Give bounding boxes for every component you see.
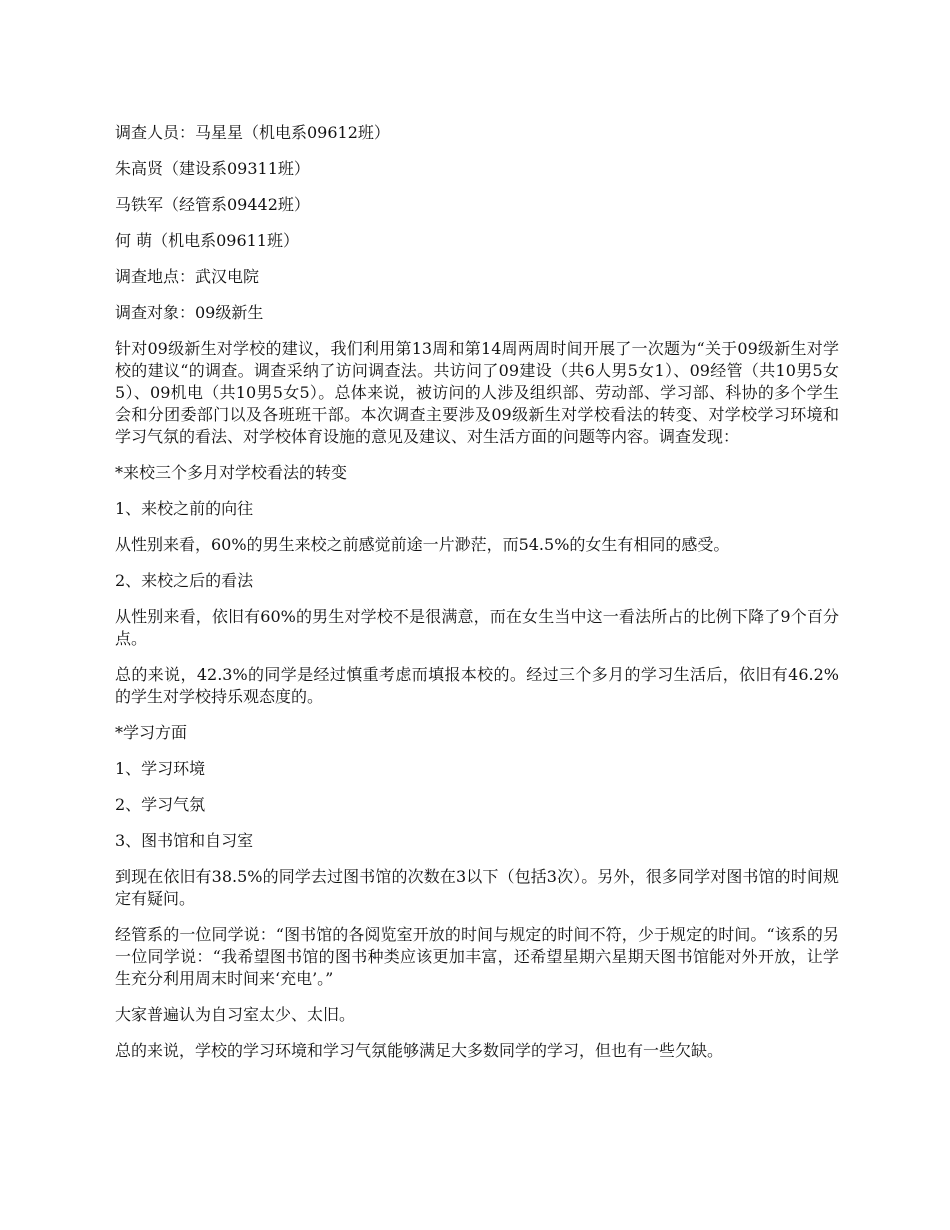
investigator-line: 何 萌（机电系09611班）: [115, 231, 299, 250]
body-paragraph: 大家普遍认为自习室太少、太旧。: [115, 1005, 356, 1024]
investigator-line: 马铁军（经管系09442班）: [115, 195, 310, 214]
investigator-line: 朱高贤（建设系09311班）: [115, 159, 310, 178]
body-paragraph: 从性别来看，60%的男生来校之前感觉前途一片渺茫，而54.5%的女生有相同的感受。: [115, 535, 730, 554]
investigator-line: 调查人员：马星星（机电系09612班）: [115, 123, 390, 142]
summary-paragraph: 总的来说，学校的学习环境和学习气氛能够满足大多数同学的学习，但也有一些欠缺。: [115, 1041, 724, 1060]
subsection-heading: 1、学习环境: [115, 759, 206, 778]
section-heading: *来校三个多月对学校看法的转变: [115, 463, 348, 482]
subsection-heading: 1、来校之前的向往: [115, 499, 254, 518]
subsection-heading: 2、学习气氛: [115, 795, 206, 814]
survey-subject: 调查对象：09级新生: [115, 303, 264, 322]
body-paragraph: 到现在依旧有38.5%的同学去过图书馆的次数在3以下（包括3次）。另外，很多同学对图书馆的时间规定有疑问。: [115, 867, 839, 908]
quote-paragraph: 经管系的一位同学说：“图书馆的各阅览室开放的时间与规定的时间不符，少于规定的时间。“该系的另一位同学说：“我希望图书馆的图书种类应该更加丰富，还希望星期六星期天图书馆能对外开放，让学生充分利用周末时间来‘充电’。”: [115, 925, 839, 988]
subsection-heading: 3、图书馆和自习室: [115, 831, 254, 850]
document-body: [115, 122, 839, 1076]
body-paragraph: 从性别来看，依旧有60%的男生对学校不是很满意，而在女生当中这一看法所占的比例下降了9个百分点。: [115, 607, 839, 648]
body-paragraph: 总的来说，42.3%的同学是经过慎重考虑而填报本校的。经过三个多月的学习生活后，依旧有46.2%的学生对学校持乐观态度的。: [115, 665, 839, 706]
survey-location: 调查地点：武汉电院: [115, 267, 260, 286]
intro-paragraph: 针对09级新生对学校的建议，我们利用第13周和第14周两周时间开展了一次题为“关于09级新生对学校的建议“的调查。调查采纳了访问调查法。共访问了09建设（共6人男5女1）、09经管（共10男5女5）、09机电（共10男5女5）。总体来说，被访问的人涉及组织部、劳动部、学习部、科协的多个学生会和分团委部门以及各班班干部。本次调查主要涉及09级新生对学校看法的转变、对学校学习环境和学习气氛的看法、对学校体育设施的意见及建议、对生活方面的问题等内容。调查发现：: [115, 339, 839, 446]
subsection-heading: 2、来校之后的看法: [115, 571, 254, 590]
section-heading: *学习方面: [115, 723, 188, 742]
